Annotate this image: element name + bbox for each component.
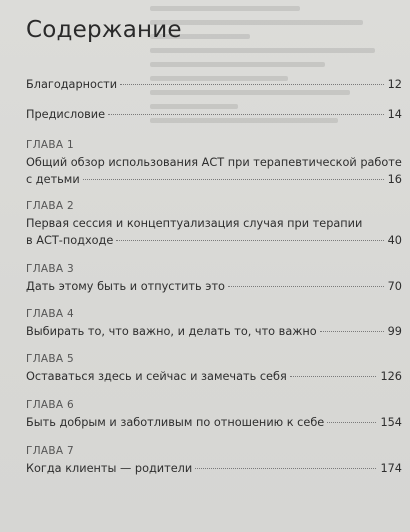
toc-entry-chapter-6[interactable]: [26, 398, 402, 431]
toc-entry-title-line-2: с детьми: [26, 173, 80, 186]
dot-leader: [327, 422, 376, 423]
dot-leader: [83, 179, 384, 180]
chapter-label: ГЛАВА 6: [26, 399, 74, 411]
toc-entry-title: Оставаться здесь и сейчас и замечать себя: [26, 370, 287, 383]
chapter-label: ГЛАВА 2: [26, 200, 74, 212]
dot-leader: [120, 84, 384, 85]
toc-page-number: 12: [387, 78, 402, 91]
toc-page-number: 70: [387, 280, 402, 293]
toc-page-number: 154: [380, 416, 402, 429]
toc-entry-preface[interactable]: [26, 106, 402, 123]
toc-entry-title: Предисловие: [26, 108, 106, 121]
toc-entry-title-line-2: в АСТ-подходе: [26, 234, 114, 247]
toc-entry-chapter-3[interactable]: [26, 262, 402, 295]
toc-page-number: 99: [387, 325, 402, 338]
toc-entry-chapter-5[interactable]: [26, 352, 402, 385]
toc-entry-chapter-7[interactable]: [26, 444, 402, 477]
toc-entry-chapter-2[interactable]: [26, 199, 402, 249]
page-title: Содержание: [26, 17, 182, 43]
chapter-label: ГЛАВА 5: [26, 353, 74, 365]
toc-entry-title: Дать этому быть и отпустить это: [26, 280, 225, 293]
dot-leader: [290, 376, 377, 377]
toc-page-number: 126: [380, 370, 402, 383]
toc-entry-title: Быть добрым и заботливым по отношению к себе: [26, 416, 325, 429]
dot-leader: [228, 286, 384, 287]
toc-entry-chapter-4[interactable]: [26, 307, 402, 340]
dot-leader: [195, 468, 376, 469]
toc-entry-title-line-1: Общий обзор использования АСТ при терапевтической работе: [26, 156, 402, 169]
toc-entry-title: Когда клиенты — родители: [26, 462, 193, 475]
dot-leader: [116, 240, 383, 241]
toc-entry-title: Выбирать то, что важно, и делать то, что важно: [26, 325, 317, 338]
toc-page-number: 14: [387, 108, 402, 121]
toc-page-number: 174: [380, 462, 402, 475]
chapter-label: ГЛАВА 7: [26, 445, 74, 457]
chapter-label: ГЛАВА 1: [26, 139, 74, 151]
toc-entry-title: Благодарности: [26, 78, 118, 91]
toc-page-number: 40: [387, 234, 402, 247]
toc-entry-title-line-1: Первая сессия и концептуализация случая при терапии: [26, 217, 363, 230]
toc-entry-chapter-1[interactable]: [26, 138, 402, 188]
chapter-label: ГЛАВА 4: [26, 308, 74, 320]
toc-entry-acknowledgements[interactable]: [26, 76, 402, 93]
toc-page-number: 16: [387, 173, 402, 186]
dot-leader: [108, 114, 384, 115]
dot-leader: [320, 331, 384, 332]
chapter-label: ГЛАВА 3: [26, 263, 74, 275]
